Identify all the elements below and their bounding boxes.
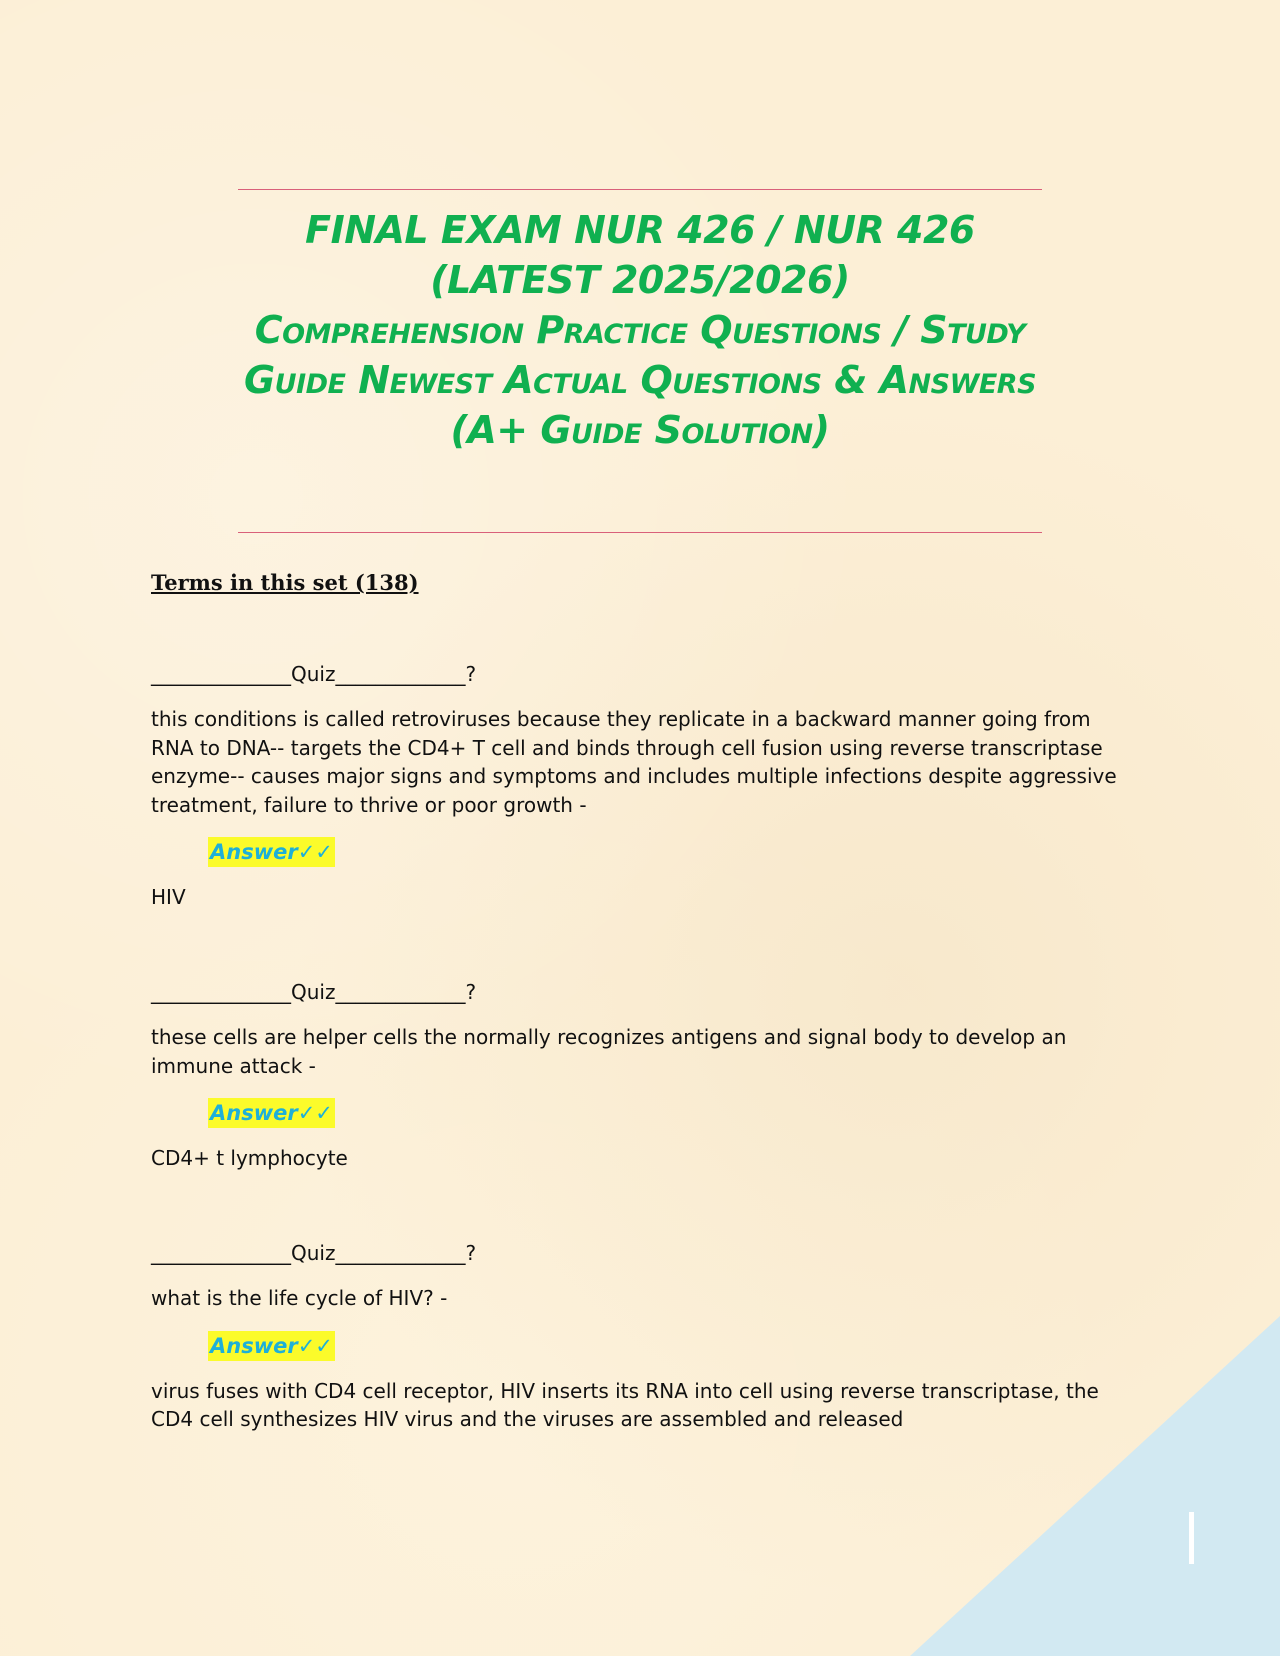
question-text: this conditions is called retroviruses because they replicate in a backward manner going from RNA to DNA-- targets the CD4+ T cell and binds through cell fusion using reverse transcriptase enzyme-- causes major signs and symptoms and includes multiple infections despite aggressive treatment, failure to thrive or poor growth - [151,707,1117,817]
header-top-rule [238,189,1042,190]
question-text: what is the life cycle of HIV? - [151,1286,448,1310]
flashcard [151,978,1136,1173]
answer-badge: Answer✓✓ [208,1331,335,1361]
answer-text: CD4+ t lymphocyte [151,1146,348,1170]
corner-mark [1189,1512,1194,1564]
answer-badge-row [151,1098,1136,1128]
header-bottom-rule [238,532,1042,533]
question-text: these cells are helper cells the normally recognizes antigens and signal body to develop an immune attack - [151,1025,1067,1078]
quiz-label: ______________Quiz_____________? [151,662,477,686]
document-subtitle: Comprehension Practice Questions / Study Guide Newest Actual Questions & Answers (A+ Guide Solution) [243,308,1037,452]
title-line-2: (LATEST 2025/2026) [430,258,850,302]
quiz-label: ______________Quiz_____________? [151,980,477,1004]
answer-text: virus fuses with CD4 cell receptor, HIV inserts its RNA into cell using reverse transcriptase, the CD4 cell synthesizes HIV virus and the viruses are assembled and released [151,1378,1099,1431]
answer-badge: Answer✓✓ [208,837,335,867]
title-line-1: FINAL EXAM NUR 426 / NUR 426 [305,208,975,252]
terms-heading: Terms in this set (138) [151,570,419,595]
flashcard [151,660,1136,912]
quiz-label: ______________Quiz_____________? [151,1241,477,1265]
answer-badge-row [151,837,1136,867]
answer-text: HIV [151,885,186,909]
flashcard [151,1239,1136,1434]
answer-badge-row [151,1331,1136,1361]
answer-badge: Answer✓✓ [208,1098,335,1128]
document-title [230,205,1050,455]
